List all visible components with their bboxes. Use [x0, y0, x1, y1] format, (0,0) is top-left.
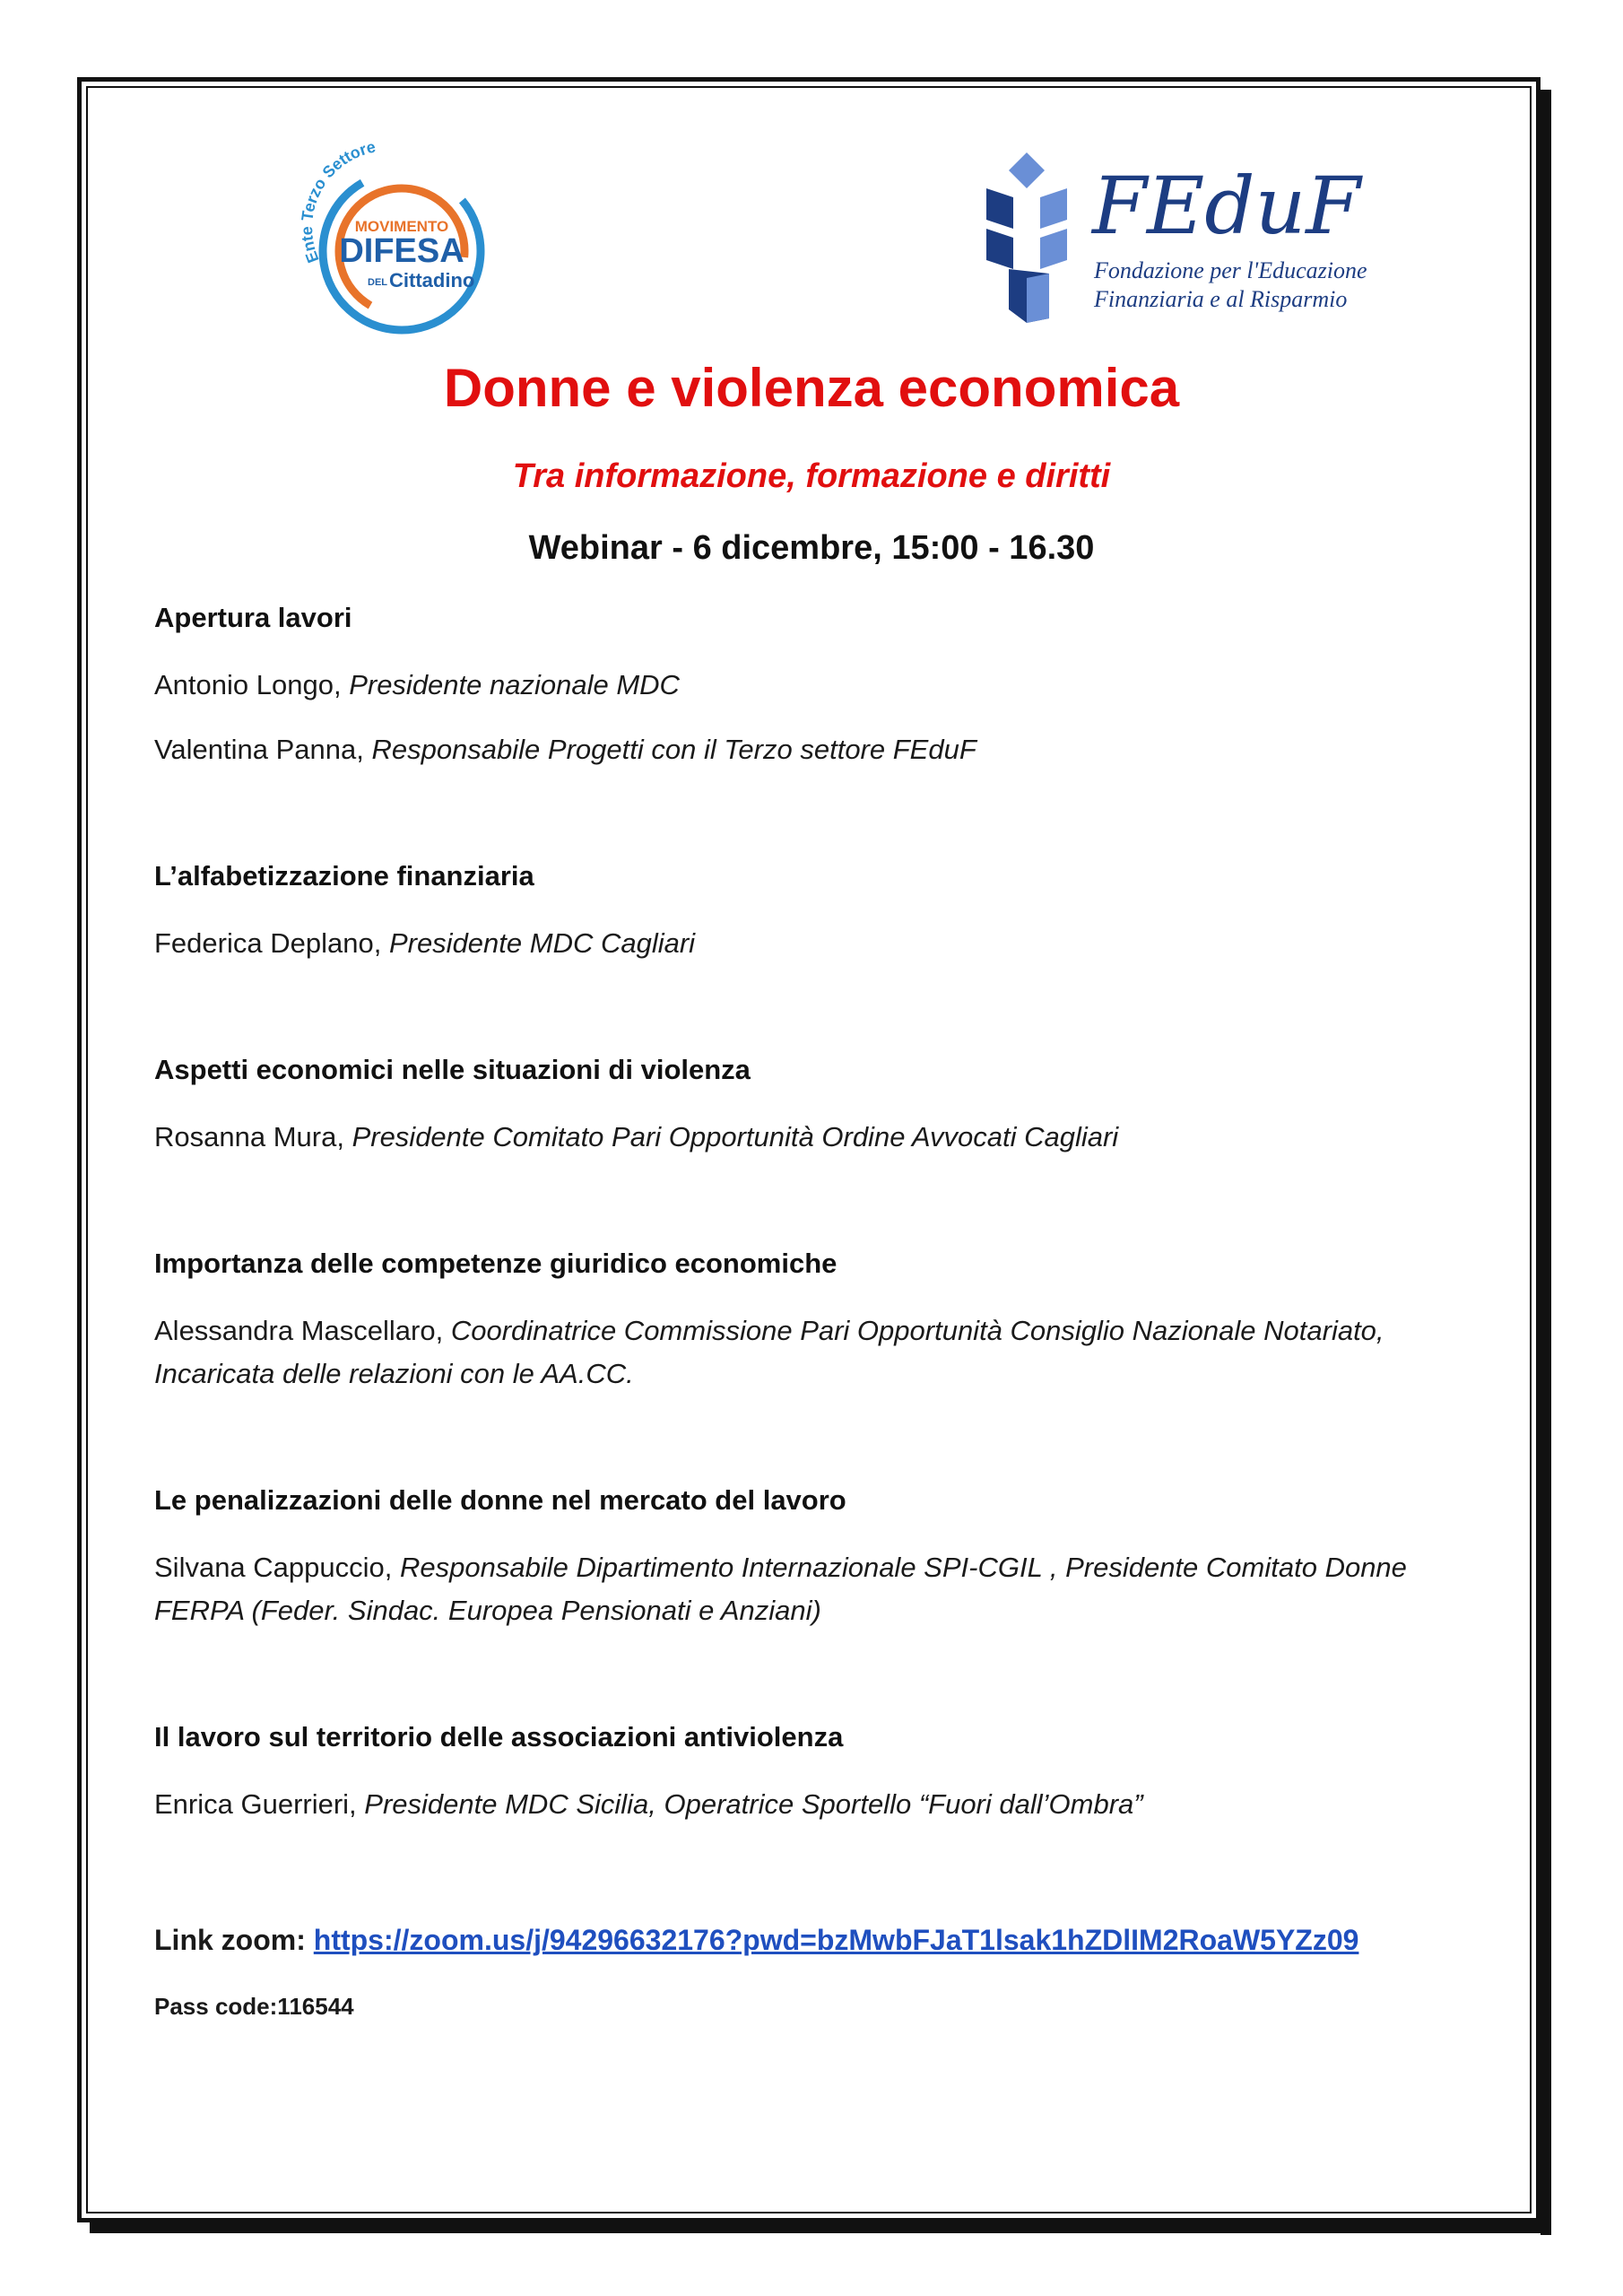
speaker — [154, 1546, 1499, 1632]
section-title: Importanza delle competenze giuridico economiche — [154, 1248, 838, 1279]
speaker-name: Silvana Cappuccio, — [154, 1552, 400, 1583]
section-title: Le penalizzazioni delle donne nel mercato del lavoro — [154, 1484, 846, 1516]
mdc-line2: DIFESA — [339, 232, 464, 270]
speaker-role: Presidente MDC Sicilia, Operatrice Sportello “Fuori dall’Ombra” — [364, 1788, 1143, 1820]
feduf-tagline-1: Fondazione per l'Educazione — [1094, 257, 1367, 283]
mdc-line3b: Cittadino — [389, 269, 475, 291]
wheat-icon — [986, 152, 1067, 323]
pass-code: Pass code:116544 — [154, 1993, 354, 2020]
page-subtitle: Tra informazione, formazione e diritti — [512, 457, 1111, 495]
speaker-role: Presidente Comitato Pari Opportunità Ordine Avvocati Cagliari — [352, 1121, 1119, 1152]
frame-shadow-bottom — [90, 2222, 1551, 2233]
speaker — [154, 728, 1499, 771]
section-title: Il lavoro sul territorio delle associazioni antiviolenza — [154, 1721, 844, 1752]
speaker — [154, 1309, 1499, 1396]
speaker — [154, 1116, 1499, 1159]
speaker-name: Federica Deplano, — [154, 927, 389, 959]
speaker-name: Alessandra Mascellaro, — [154, 1315, 451, 1346]
agenda-section — [154, 1245, 1499, 1396]
speaker-name: Rosanna Mura, — [154, 1121, 352, 1152]
agenda — [154, 599, 1499, 1848]
speaker-name: Valentina Panna, — [154, 734, 372, 765]
section-title: L’alfabetizzazione finanziaria — [154, 860, 534, 891]
speaker-role: Coordinatrice Commissione Pari Opportunità Consiglio Nazionale Notariato, Incaricata delle relazioni con le AA.CC. — [154, 1315, 1384, 1389]
agenda-section — [154, 1718, 1499, 1826]
speaker-role: Presidente nazionale MDC — [349, 669, 680, 700]
section-title: Apertura lavori — [154, 602, 352, 633]
speaker-role: Responsabile Progetti con il Terzo settore FEduF — [371, 734, 976, 765]
speaker — [154, 664, 1499, 707]
agenda-section — [154, 1482, 1499, 1632]
feduf-tagline-2: Finanziaria e al Risparmio — [1094, 286, 1348, 312]
speaker — [154, 1783, 1499, 1826]
speaker-role: Presidente MDC Cagliari — [388, 927, 696, 959]
event-datetime: Webinar - 6 dicembre, 15:00 - 16.30 — [528, 529, 1095, 567]
agenda-section — [154, 599, 1499, 771]
mdc-arc-text: Ente Terzo Settore — [297, 137, 378, 265]
agenda-section — [154, 1051, 1499, 1159]
page-title: Donne e violenza economica — [443, 358, 1180, 418]
feduf-name: FEduF — [1092, 160, 1361, 252]
zoom-link-line — [154, 1924, 1358, 1957]
mdc-line3a: DEL — [368, 277, 387, 288]
mdc-line1: MOVIMENTO — [354, 218, 449, 235]
speaker — [154, 922, 1499, 965]
speaker-name: Enrica Guerrieri, — [154, 1788, 365, 1820]
zoom-link[interactable]: https://zoom.us/j/94296632176?pwd=bzMwbFJaT1lsak1hZDlIM2RoaW5YZz09 — [313, 1924, 1359, 1956]
agenda-section — [154, 857, 1499, 965]
feduf-logo — [977, 144, 1367, 332]
mdc-logo — [285, 126, 500, 341]
speaker-name: Antonio Longo, — [154, 669, 350, 700]
zoom-link-label: Link zoom: — [154, 1924, 314, 1956]
speaker-role: Responsabile Dipartimento Internazionale SPI-CGIL , Presidente Comitato Donne FERPA (Feder. Sindac. Europea Pensionati e Anziani) — [154, 1552, 1407, 1626]
section-title: Aspetti economici nelle situazioni di violenza — [154, 1054, 751, 1085]
